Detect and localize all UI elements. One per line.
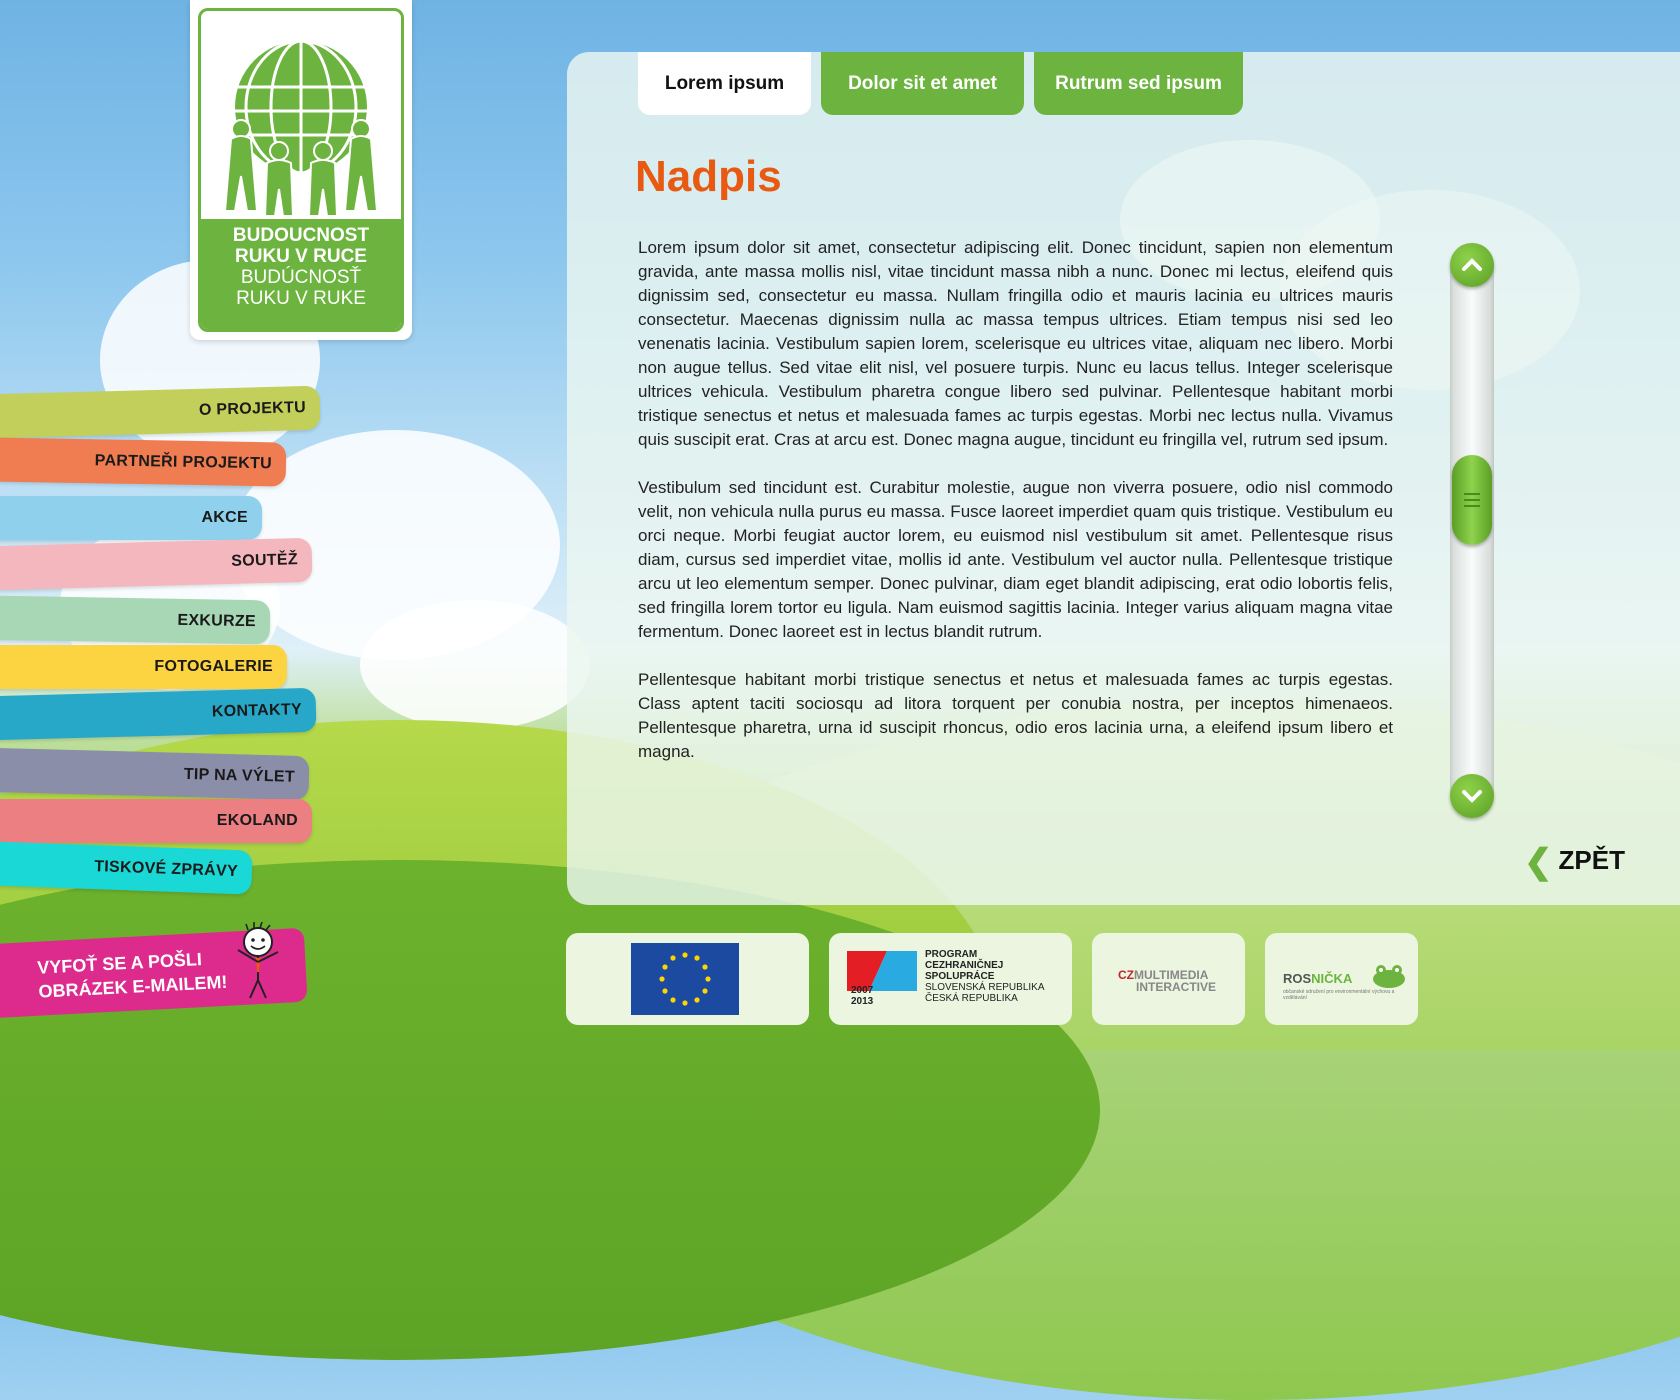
site-logo[interactable] [190,0,412,340]
menu-item-fotogalerie[interactable]: FOTOGALERIE [0,645,287,689]
scrollbar-thumb[interactable] [1452,455,1492,545]
sponsor-program-cezhranicnej-spoluprace[interactable] [829,933,1072,1025]
email-badge-line: OBRÁZEK E-MAILEM! [38,971,228,1002]
sponsor-eu[interactable] [566,933,809,1025]
logo-line: RUKU V RUCE [235,246,367,267]
frog-icon [1369,961,1409,991]
back-label: ZPĚT [1558,844,1625,875]
eu-flag-icon [631,943,739,1015]
page-title: Nadpis [635,152,782,201]
menu-item-tiskove-zpravy[interactable]: TISKOVÉ ZPRÁVY [0,841,253,894]
menu-item-exkurze[interactable]: EXKURZE [0,596,270,645]
menu-item-o-projektu[interactable]: O PROJEKTU [0,386,321,439]
grip-line [1464,499,1480,501]
program-line: CEZHRANIČNEJ [925,960,1004,971]
program-line: PROGRAM [925,949,978,960]
menu-item-tip-na-vylet[interactable]: TIP NA VÝLET [0,748,310,800]
background-cloud [360,600,590,730]
program-years [851,985,873,1007]
article-paragraph: Lorem ipsum dolor sit amet, consectetur adipiscing elit. Donec tincidunt, sapien non elementum gravida, ante massa mollis nisl, vitae tincidunt massa nibh a nunc. Donec mi lectus, eleifend quis dignissim sed, consectetur eu massa. Nullam fringilla odio et mauris lacinia eu ultrices mauris consectetur. Maecenas dignissim nulla ac massa tempus ultrices. Etiam tempus nisi sed leo venenatis lacinia. Vestibulum sapien lorem, scelerisque eu ultrices vitae, aliquam nec libero. Morbi non augue tellus. Sed vitae elit nisl, vel posuere turpis. Nunc eu lacus tellus. Integer scelerisque ultrices vehicula. Vestibulum pharetra congue libero sed pulvinar. Pellentesque habitant morbi tristique senectus et netus et malesuada fames ac turpis egestas. Morbi nec lectus nulla. Vivamus quis suscipit erat. Cras at arcu est. Donec magna augue, tincidunt eu fringilla vel, rutrum sed ipsum. [638,238,1393,449]
sponsor-cz-multimedia-interactive[interactable] [1092,933,1245,1025]
logo-text [201,219,401,329]
rosnicka-logo [1283,971,1352,986]
chevron-left-icon: ❮ [1524,843,1553,881]
menu-item-kontakty[interactable]: KONTAKTY [0,688,317,741]
chevron-up-icon [1450,243,1494,287]
menu-item-akce[interactable]: AKCE [0,496,262,540]
program-line: SPOLUPRÁCE [925,971,995,982]
stickman-icon [228,922,288,1002]
cz-logo-part: INTERACTIVE [1136,980,1217,994]
program-line: ČESKÁ REPUBLIKA [925,993,1018,1004]
globe-people-icon [201,11,401,221]
program-year: 2007 [851,985,874,996]
back-button[interactable] [1524,842,1625,882]
cz-logo-part: MULTIMEDIA [1134,968,1209,982]
logo-line: BUDÚCNOSŤ [240,267,362,288]
email-badge-line: VYFOŤ SE A POŠLI [36,949,203,978]
scroll-up-button[interactable] [1450,243,1494,287]
menu-item-soutez[interactable]: SOUTĚŽ [0,538,313,590]
article-body [638,236,1393,788]
menu-item-ekoland[interactable]: EKOLAND [0,799,312,843]
menu-item-partneri-projektu[interactable]: PARTNEŘI PROJEKTU [0,437,286,486]
article-paragraph: Vestibulum sed tincidunt est. Curabitur molestie, augue non viverra posuere, odio nisl commodo velit, non vehicula nulla purus eu massa. Fusce laoreet imperdiet quam quis tristique. Vestibulum eu orci neque. Morbi feugiat auctor lorem, eu euismod nisl vestibulum sit amet. Pellentesque risus diam, cursus sed imperdiet vitae, mollis id ante. Vestibulum vel auctor nulla. Pellentesque tristique arcu ut leo elementum semper. Donec pulvinar, diam eget blandit adipiscing, erat odio lobortis felis, sed fringilla lorem tortor eu ligula. Nam euismod sagittis lacinia. Integer varius aliquam magna vitae fermentum. Donec laoreet est in lectus blandit rutrum. [638,478,1393,641]
logo-frame [198,8,404,332]
cz-multimedia-logo [1118,969,1216,993]
program-line: SLOVENSKÁ REPUBLIKA [925,982,1045,993]
rosnicka-logo-part: ROS [1283,971,1312,986]
tab-rutrum-sed-ipsum[interactable]: Rutrum sed ipsum [1034,52,1243,115]
rosnicka-logo-part: NIČKA [1311,971,1353,986]
chevron-down-icon [1450,774,1494,818]
logo-line: RUKU V RUKE [236,288,366,309]
sponsor-rosnicka[interactable] [1265,933,1418,1025]
logo-line: BUDOUCNOST [232,225,370,246]
grip-line [1464,505,1480,507]
cz-logo-part: CZ [1118,968,1134,982]
tab-lorem-ipsum[interactable]: Lorem ipsum [638,52,811,115]
rosnicka-subtitle: občanské sdružení pro environmentální výchovu a vzdělávání [1283,989,1395,1001]
article-paragraph: Pellentesque habitant morbi tristique senectus et netus et malesuada fames ac turpis egestas. Class aptent taciti sociosqu ad litora torquent per conubia nostra, per inceptos himenaeos. Pellentesque pharetra, urna id suscipit rhoncus, odio eros lacinia urna, a eleifend ipsum libero et magna. [638,670,1393,761]
scroll-down-button[interactable] [1450,774,1494,818]
grip-line [1464,493,1480,495]
program-text [925,949,1045,1004]
tab-dolor-sit-et-amet[interactable]: Dolor sit et amet [821,52,1024,115]
program-year: 2013 [851,996,874,1007]
